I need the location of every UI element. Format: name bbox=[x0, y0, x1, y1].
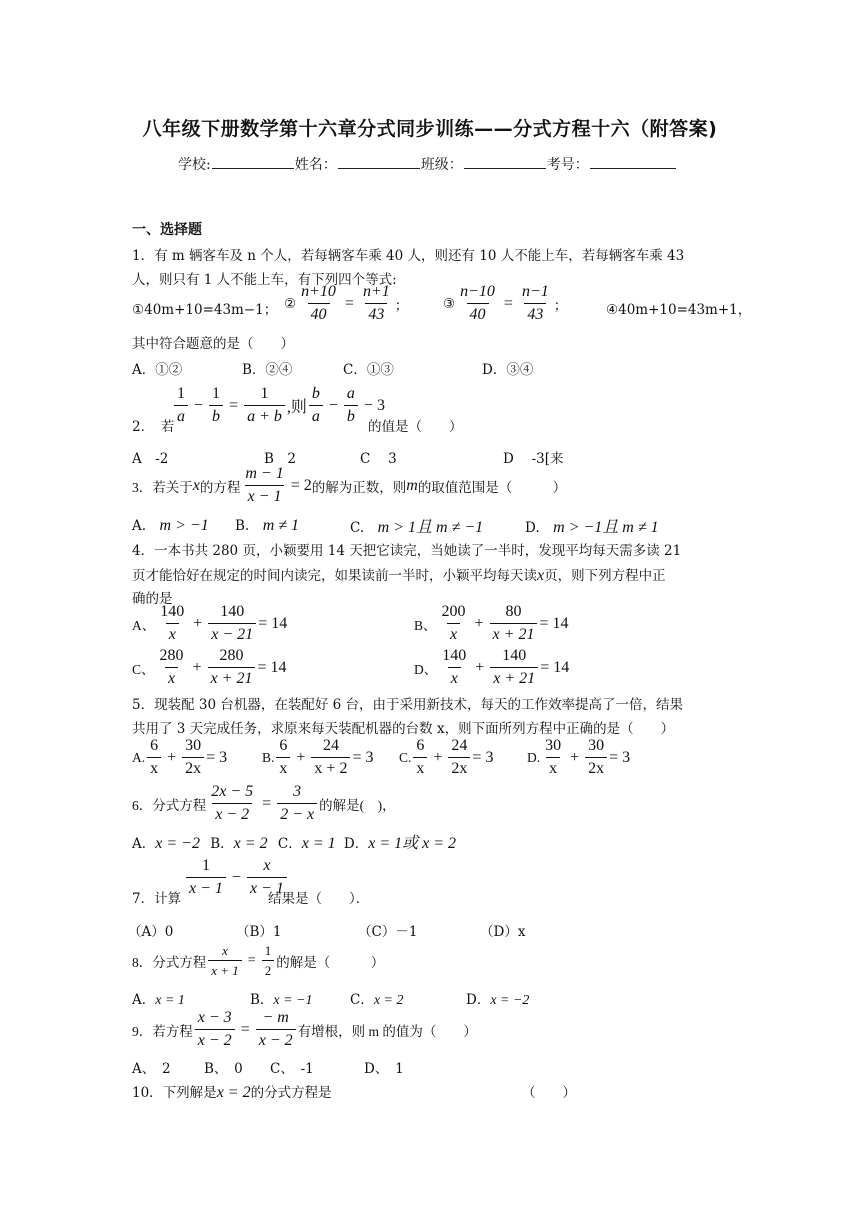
q5-choice-c[interactable]: C. $\frac{6}{x}$ + $\frac{24}{2x}$ = 3 bbox=[399, 737, 494, 777]
q2-choice-d[interactable]: D -3[来 bbox=[503, 451, 564, 467]
q5-line1: 5．现装配 30 台机器，在装配好 6 台，由于采用新技术，每天的工作效率提高了一倍，结果 bbox=[132, 697, 684, 713]
q5-choice-b[interactable]: B. $\frac{6}{x}$ + $\frac{24}{x + 2}$ = 3 bbox=[262, 737, 374, 777]
q1-line1: 1．有 m 辆客车及 n 个人，若每辆客车乘 40 人，则还有 10 人不能上车，若每辆客车乘 43 bbox=[132, 248, 685, 264]
q9-choice-a[interactable]: A、 2 bbox=[132, 1061, 171, 1077]
class-label: 班级： bbox=[420, 157, 463, 173]
q7-choice-d[interactable]: （D）x bbox=[480, 924, 526, 940]
q4-line3: 确的是 bbox=[132, 591, 173, 607]
q6-stem: 6．分式方程 $\frac{2x - 5}{x - 2}$ = $\frac{3}{2 - x}$ 的解是( )， bbox=[132, 783, 396, 823]
q1-option-3: ③ $\frac{n-10}{40}$ = $\frac{n-1}{43}$ ； bbox=[443, 283, 568, 323]
q2-choice-a[interactable]: A -2 bbox=[132, 451, 169, 467]
q2-choice-b[interactable]: B 2 bbox=[264, 451, 297, 467]
q2-choice-c[interactable]: C 3 bbox=[360, 451, 397, 467]
q9-stem: 9．若方程 $\frac{x - 3}{x - 2}$ = $\frac{- m}{x - 2}$ 有增根，则 m 的值为（ ） bbox=[132, 1009, 477, 1049]
school-blank[interactable] bbox=[212, 154, 294, 169]
class-blank[interactable] bbox=[464, 154, 546, 169]
q3-choice-a[interactable]: A. m > −1 bbox=[132, 517, 209, 534]
student-info-line bbox=[178, 154, 677, 174]
q1-choice-d[interactable]: D．③④ bbox=[482, 362, 534, 378]
q8-choice-d[interactable]: D．x = −2 bbox=[466, 992, 530, 1008]
q1-choice-a[interactable]: A．①② bbox=[132, 362, 183, 378]
q7-prefix: 7．计算 bbox=[132, 891, 182, 907]
q6-choices bbox=[132, 830, 456, 853]
q7-expression: $\frac{1}{x - 1}$ − $\frac{x}{x - 1}$ bbox=[184, 858, 289, 897]
q7-choice-b[interactable]: （B）1 bbox=[236, 924, 282, 940]
q1-choice-b[interactable]: B．②④ bbox=[242, 362, 293, 378]
q7-suffix: 结果是（ ）． bbox=[268, 891, 370, 907]
q4-choice-d[interactable]: D、 $\frac{140}{x}$ + $\frac{140}{x + 21}$ = 14 bbox=[414, 647, 570, 687]
school-label: 学校: bbox=[178, 157, 211, 173]
q3-stem: 3．若关于 x 的方程 $\frac{m - 1}{x - 1}$ = 2 的解为正数，则 m 的取值范围是（ ） bbox=[132, 465, 567, 505]
q6-choice-c[interactable]: C．x = 1 bbox=[277, 835, 336, 852]
q4-line1: 4．一本书共 280 页，小颖要用 14 天把它读完，当她读了一半时，发现平均每天需多读 21 bbox=[132, 543, 682, 559]
q10-answer-paren[interactable]: （ ） bbox=[522, 1085, 576, 1101]
name-blank[interactable] bbox=[338, 154, 420, 169]
q1-prompt: 其中符合题意的是（ ） bbox=[132, 336, 294, 352]
q3-choice-b[interactable]: B. m ≠ 1 bbox=[235, 517, 300, 534]
q8-choice-c[interactable]: C．x = 2 bbox=[350, 992, 404, 1008]
q7-choice-c[interactable]: （C）－1 bbox=[358, 924, 418, 940]
q1-line2: 人，则只有 1 人不能上车，有下列四个等式: bbox=[132, 272, 397, 288]
q5-choice-a[interactable]: A. $\frac{6}{x}$ + $\frac{30}{2x}$ = 3 bbox=[132, 737, 228, 777]
q8-choice-b[interactable]: B．x = −1 bbox=[250, 992, 313, 1008]
q3-choice-c[interactable]: C. m > 1且 m ≠ −1 bbox=[350, 519, 484, 536]
q9-choice-c[interactable]: C、 -1 bbox=[270, 1061, 314, 1077]
q1-option-1: ①40m+10=43m−1； bbox=[132, 302, 278, 318]
q6-choice-b[interactable]: B．x = 2 bbox=[210, 835, 268, 852]
q8-stem: 8．分式方程 $\frac{x}{x + 1}$ = $\frac{1}{2}$ 的解是（ ） bbox=[132, 943, 385, 978]
q4-choice-a[interactable]: A、 $\frac{140}{x}$ + $\frac{140}{x - 21}$ = 14 bbox=[132, 603, 288, 643]
q6-choice-d[interactable]: D．x = 1或 x = 2 bbox=[343, 835, 457, 852]
q10-stem: 10．下列解是x = 2的分式方程是 bbox=[132, 1084, 332, 1101]
name-label: 姓名： bbox=[294, 157, 337, 173]
q1-option-4: ④40m+10=43m+1， bbox=[606, 302, 752, 318]
q2-condition: $\frac{1}{a}$ − $\frac{1}{b}$ = $\frac{1}{a + b}$ ,则 $\frac{b}{a}$ − $\frac{a}{b}$ − 3 bbox=[172, 386, 385, 425]
q1-option-2: ② $\frac{n+10}{40}$ = $\frac{n+1}{43}$ ； bbox=[284, 283, 409, 323]
q4-line2: 页才能恰好在规定的时间内读完，如果读前一半时，小颖平均每天读x页，则下列方程中正 bbox=[132, 567, 666, 584]
q6-choice-a[interactable]: A．x = −2 bbox=[132, 835, 200, 852]
q3-choice-d[interactable]: D. m > −1且 m ≠ 1 bbox=[525, 519, 659, 536]
q1-choice-c[interactable]: C．①③ bbox=[343, 362, 394, 378]
q8-choice-a[interactable]: A．x = 1 bbox=[132, 992, 185, 1008]
q4-choice-c[interactable]: C、 $\frac{280}{x}$ + $\frac{280}{x + 21}$ = 14 bbox=[132, 647, 287, 687]
q9-choice-b[interactable]: B、 0 bbox=[204, 1061, 243, 1077]
q4-choice-b[interactable]: B、 $\frac{200}{x}$ + $\frac{80}{x + 21}$ = 14 bbox=[414, 603, 569, 643]
q7-choice-a[interactable]: （A）0 bbox=[128, 924, 174, 940]
q9-choice-d[interactable]: D、 1 bbox=[364, 1061, 404, 1077]
page-title: 八年级下册数学第十六章分式同步训练——分式方程十六（附答案) bbox=[142, 118, 718, 140]
exam-no-blank[interactable] bbox=[590, 154, 676, 169]
q2-prefix: 2． 若 bbox=[132, 419, 175, 435]
q5-line2: 共用了 3 天完成任务，求原来每天装配机器的台数 x，则下面所列方程中正确的是（ ） bbox=[132, 721, 675, 737]
exam-no-label: 考号： bbox=[546, 157, 589, 173]
section-heading: 一、选择题 bbox=[132, 222, 202, 238]
q5-choice-d[interactable]: D. $\frac{30}{x}$ + $\frac{30}{2x}$ = 3 bbox=[527, 737, 631, 777]
q2-suffix: 的值是（ ） bbox=[368, 419, 463, 435]
